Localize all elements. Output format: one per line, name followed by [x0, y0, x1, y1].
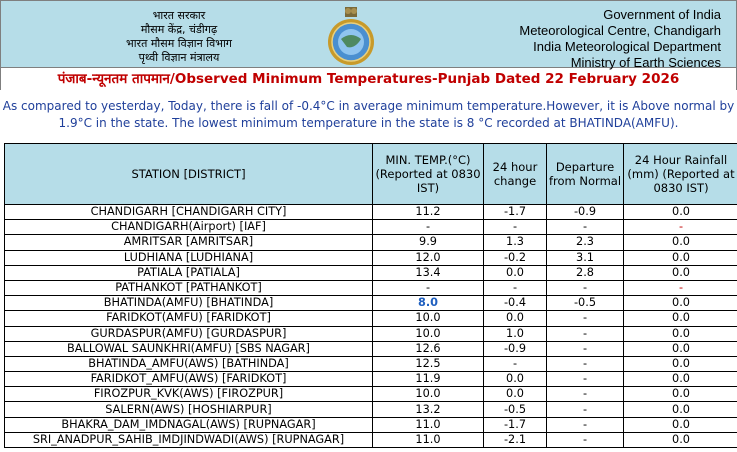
departure-cell: - [547, 341, 624, 356]
station-cell: SRI_ANADPUR_SAHIB_IMDJINDWADI(AWS) [RUPNAGAR] [5, 432, 373, 447]
departure-cell: - [547, 356, 624, 371]
table-row [5, 372, 737, 387]
rainfall-cell: 0.0 [624, 250, 737, 265]
station-cell: GURDASPUR(AMFU) [GURDASPUR] [5, 326, 373, 341]
english-line: Meteorological Centre, Chandigarh [519, 23, 721, 38]
min-temp-cell: 13.4 [373, 265, 484, 280]
change-cell: -0.4 [484, 296, 547, 311]
rainfall-cell: 0.0 [624, 265, 737, 280]
rainfall-cell: 0.0 [624, 341, 737, 356]
departure-cell: 2.8 [547, 265, 624, 280]
table-row [5, 387, 737, 402]
rainfall-cell: 0.0 [624, 356, 737, 371]
table-body [5, 205, 737, 448]
rainfall-cell: 0.0 [624, 372, 737, 387]
station-cell: LUDHIANA [LUDHIANA] [5, 250, 373, 265]
departure-cell: - [547, 417, 624, 432]
min-temp-cell: - [373, 280, 484, 295]
change-cell: -1.7 [484, 417, 547, 432]
rainfall-cell: 0.0 [624, 296, 737, 311]
min-temp-cell: 12.5 [373, 356, 484, 371]
table-row [5, 417, 737, 432]
departure-cell: - [547, 402, 624, 417]
change-cell: -1.7 [484, 205, 547, 220]
min-temp-cell: 10.0 [373, 387, 484, 402]
departure-cell: - [547, 326, 624, 341]
station-cell: PATHANKOT [PATHANKOT] [5, 280, 373, 295]
change-cell: - [484, 356, 547, 371]
min-temp-cell: - [373, 220, 484, 235]
table-row [5, 326, 737, 341]
rainfall-cell: - [624, 280, 737, 295]
min-temp-cell: 11.0 [373, 417, 484, 432]
report-title: पंजाब-न्यूनतम तापमान/Observed Minimum Temperatures-Punjab Dated 22 February 2026 [0, 68, 737, 90]
min-temp-cell: 9.9 [373, 235, 484, 250]
summary-text: As compared to yesterday, Today, there is fall of -0.4°C in average minimum temperature.However, it is Above normal by 1.9°C in the state. The lowest minimum temperature in the state is 8 °C recorded at BHATINDA(AMFU). [2, 99, 735, 130]
hindi-line: भारत सरकार [152, 9, 206, 22]
change-cell: 0.0 [484, 265, 547, 280]
station-cell: SALERN(AWS) [HOSHIARPUR] [5, 402, 373, 417]
departure-cell: - [547, 311, 624, 326]
table-row [5, 402, 737, 417]
change-cell: 1.0 [484, 326, 547, 341]
min-temp-cell: 13.2 [373, 402, 484, 417]
station-cell: AMRITSAR [AMRITSAR] [5, 235, 373, 250]
station-cell: FARIDKOT_AMFU(AWS) [FARIDKOT] [5, 372, 373, 387]
rainfall-cell: 0.0 [624, 205, 737, 220]
english-line: Ministry of Earth Sciences [570, 55, 721, 70]
header-banner [0, 0, 737, 68]
change-cell: -2.1 [484, 432, 547, 447]
departure-cell: 2.3 [547, 235, 624, 250]
station-cell: FARIDKOT(AMFU) [FARIDKOT] [5, 311, 373, 326]
min-temp-cell: 11.0 [373, 432, 484, 447]
change-cell: -0.9 [484, 341, 547, 356]
table-row [5, 296, 737, 311]
departure-cell: - [547, 372, 624, 387]
hindi-line: भारत मौसम विज्ञान विभाग [126, 37, 232, 50]
min-temp-cell: 12.0 [373, 250, 484, 265]
table-row [5, 432, 737, 447]
min-temp-cell: 10.0 [373, 311, 484, 326]
temperature-table [4, 143, 737, 448]
table-row [5, 280, 737, 295]
table-row [5, 265, 737, 280]
imd-emblem-icon [319, 5, 383, 67]
english-line: Government of India [603, 7, 721, 22]
rainfall-cell: 0.0 [624, 417, 737, 432]
english-line: India Meteorological Department [533, 39, 721, 54]
table-row [5, 341, 737, 356]
table-row [5, 235, 737, 250]
table-row [5, 311, 737, 326]
col-departure: Departure from Normal [547, 144, 624, 205]
change-cell: - [484, 280, 547, 295]
change-cell: -0.5 [484, 402, 547, 417]
change-cell: 0.0 [484, 372, 547, 387]
min-temp-cell: 12.6 [373, 341, 484, 356]
station-cell: CHANDIGARH(Airport) [IAF] [5, 220, 373, 235]
departure-cell: 3.1 [547, 250, 624, 265]
departure-cell: - [547, 432, 624, 447]
col-min-temp: MIN. TEMP.(°C) (Reported at 0830 IST) [373, 144, 484, 205]
departure-cell: - [547, 387, 624, 402]
rainfall-cell: - [624, 220, 737, 235]
station-cell: BHAKRA_DAM_IMDNAGAL(AWS) [RUPNAGAR] [5, 417, 373, 432]
col-rainfall: 24 Hour Rainfall (mm) (Reported at 0830 IST) [624, 144, 737, 205]
col-24h-change: 24 hour change [484, 144, 547, 205]
station-cell: BALLOWAL SAUNKHRI(AMFU) [SBS NAGAR] [5, 341, 373, 356]
departure-cell: - [547, 220, 624, 235]
station-cell: CHANDIGARH [CHANDIGARH CITY] [5, 205, 373, 220]
departure-cell: - [547, 280, 624, 295]
hindi-org-block [109, 9, 249, 65]
station-cell: PATIALA [PATIALA] [5, 265, 373, 280]
rainfall-cell: 0.0 [624, 432, 737, 447]
station-cell: BHATINDA(AMFU) [BHATINDA] [5, 296, 373, 311]
rainfall-cell: 0.0 [624, 311, 737, 326]
table-row [5, 250, 737, 265]
english-org-block [481, 7, 721, 71]
rainfall-cell: 0.0 [624, 387, 737, 402]
station-cell: BHATINDA_AMFU(AWS) [BATHINDA] [5, 356, 373, 371]
min-temp-cell: 8.0 [373, 296, 484, 311]
min-temp-cell: 10.0 [373, 326, 484, 341]
change-cell: 1.3 [484, 235, 547, 250]
hindi-line: मौसम केंद्र, चंडीगढ़ [140, 23, 218, 36]
change-cell: - [484, 220, 547, 235]
change-cell: 0.0 [484, 311, 547, 326]
departure-cell: -0.5 [547, 296, 624, 311]
table-row [5, 205, 737, 220]
rainfall-cell: 0.0 [624, 402, 737, 417]
change-cell: 0.0 [484, 387, 547, 402]
change-cell: -0.2 [484, 250, 547, 265]
table-row [5, 220, 737, 235]
col-station: STATION [DISTRICT] [5, 144, 373, 205]
min-temp-cell: 11.2 [373, 205, 484, 220]
table-row [5, 356, 737, 371]
station-cell: FIROZPUR_KVK(AWS) [FIROZPUR] [5, 387, 373, 402]
rainfall-cell: 0.0 [624, 326, 737, 341]
min-temp-cell: 11.9 [373, 372, 484, 387]
rainfall-cell: 0.0 [624, 235, 737, 250]
hindi-line: पृथ्वी विज्ञान मंत्रालय [138, 51, 220, 64]
table-header-row [5, 144, 737, 205]
departure-cell: -0.9 [547, 205, 624, 220]
